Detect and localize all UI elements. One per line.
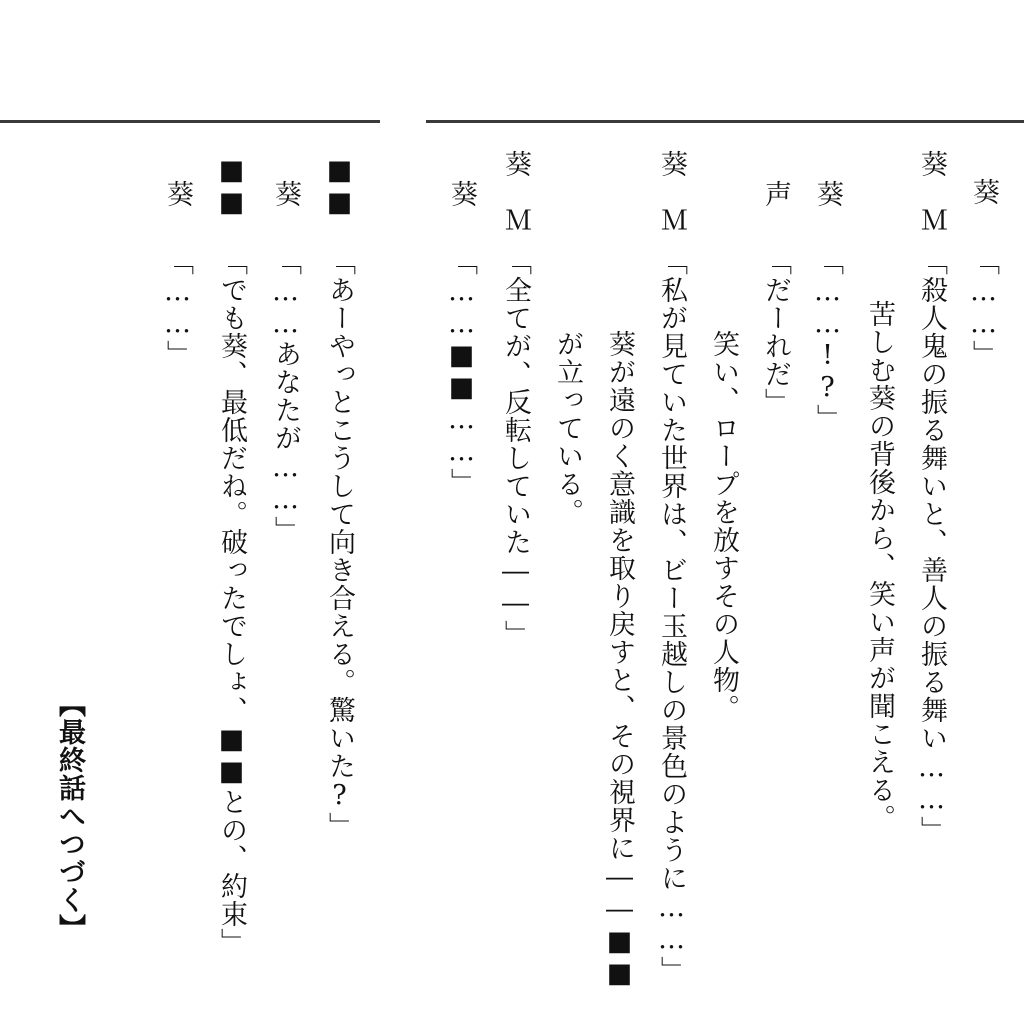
dialogue-line: 「殺人鬼の振る舞いと、善人の振る舞い……」 (916, 248, 947, 844)
dialogue-line: 「全てが、反転していた――」 (500, 248, 531, 648)
speaker-label: 声 (760, 180, 791, 208)
dialogue-line: 「……あなたが……」 (270, 248, 301, 544)
speaker-label: 葵 Ｍ (500, 150, 531, 234)
dialogue-line: 「あーやっとこうして向き合える。驚いた?」 (324, 248, 355, 840)
speaker-label: 葵 (162, 180, 193, 208)
dialogue-line: 「……!?」 (812, 248, 843, 432)
speaker-label: 葵 (270, 180, 301, 208)
stage-direction: が立っている。 (552, 330, 583, 526)
speaker-label: 葵 (968, 178, 999, 206)
speaker-label: 葵 Ｍ (656, 150, 687, 234)
stage-direction: 葵が遠のく意識を取り戻すと、その視界に――■■ (604, 330, 635, 990)
dialogue-line: 「……」 (162, 248, 193, 368)
speaker-label: ■■ (324, 155, 355, 219)
speaker-label: 葵 (446, 180, 477, 208)
divider-right (426, 120, 1024, 123)
dialogue-line: 「……■■……」 (446, 248, 477, 496)
end-note: 【最終話へつづく】 (54, 690, 85, 942)
stage-direction: 苦しむ葵の背後から、笑い声が聞こえる。 (864, 300, 895, 832)
dialogue-line: 「だーれだ」 (760, 248, 791, 416)
divider-left (0, 120, 380, 123)
dialogue-line: 「でも葵、最低だね。破ったでしょ、■■との、約束」 (216, 248, 247, 956)
stage-direction: 笑い、ロープを放すその人物。 (708, 330, 739, 722)
dialogue-line: 「私が見ていた世界は、ビー玉越しの景色のように……」 (656, 248, 687, 984)
speaker-label: 葵 (812, 180, 843, 208)
dialogue-line: 「……」 (968, 248, 999, 368)
speaker-label: 葵 Ｍ (916, 150, 947, 234)
speaker-label: ■■ (216, 155, 247, 219)
